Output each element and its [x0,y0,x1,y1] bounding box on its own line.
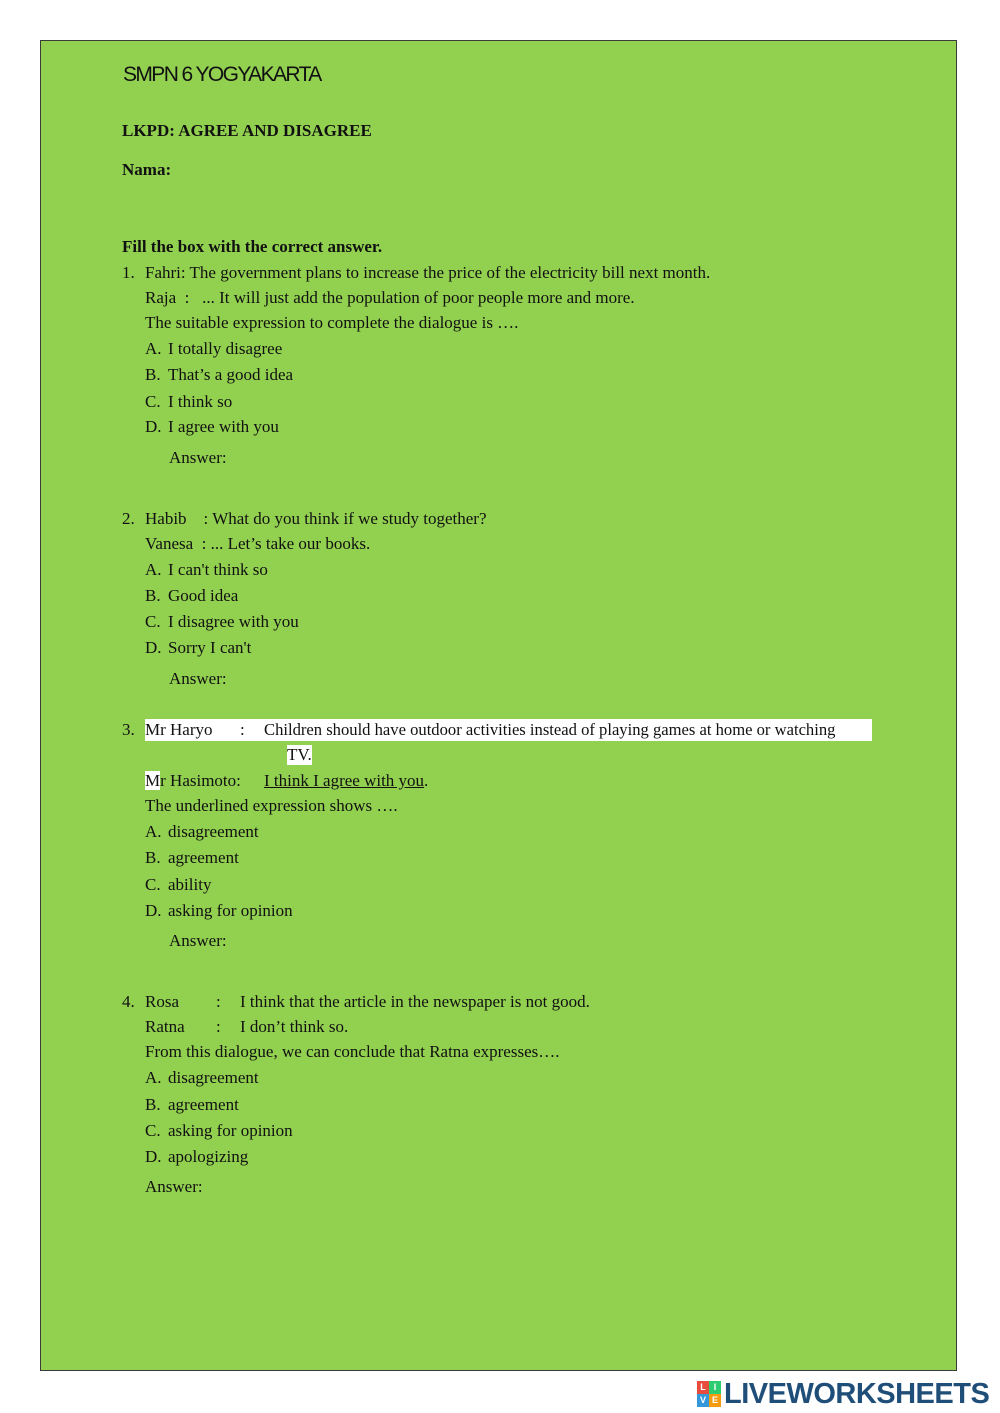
option-a: A. I can't think so [145,560,268,579]
option-b: B. agreement [145,848,239,867]
brand-name: LIVEWORKSHEETS [724,1377,990,1410]
option-a: A. I totally disagree [145,339,283,358]
liveworksheets-logo[interactable] [697,1377,989,1411]
answer-label: Answer: [169,669,227,688]
question-number: 2. [122,509,135,528]
dialogue-line: Habib : What do you think if we study together? [145,509,487,528]
name-label: Nama: [122,160,172,179]
speaker-colon: : [216,992,221,1011]
answer-label: Answer: [169,448,227,467]
speaker-colon: : [216,1017,221,1036]
option-c: C. I think so [145,392,233,411]
question-number: 4. [122,992,135,1011]
question-text: The underlined expression shows …. [145,796,398,815]
option-c: C. ability [145,875,212,894]
answer-input-2[interactable] [236,667,540,693]
option-d: D. apologizing [145,1147,249,1166]
question-text: The suitable expression to complete the dialogue is …. [145,313,519,332]
instruction-text: Fill the box with the correct answer. [122,237,383,256]
dialogue-line: Fahri: The government plans to increase the price of the electricity bill next month. [145,263,711,282]
speaker-name: Mr Haryo [145,720,213,739]
speaker-name: Mr Hasimoto: [145,771,241,790]
speaker-colon: : [240,720,245,739]
speaker-name: Rosa [145,992,179,1011]
option-d: D. I agree with you [145,417,279,436]
option-b: B. That’s a good idea [145,365,294,384]
option-d: D. asking for opinion [145,901,293,920]
dialogue-line-cont: TV. [287,745,312,764]
underlined-expression: I think I agree with you [264,771,425,790]
question-number: 3. [122,720,135,739]
worksheet-title: LKPD: AGREE AND DISAGREE [122,121,372,140]
answer-input-4[interactable] [212,1175,516,1201]
worksheet-page [40,40,957,1371]
option-c: C. asking for opinion [145,1121,293,1140]
dialogue-line: I think I agree with you. [264,771,429,790]
answer-input-3[interactable] [236,929,540,955]
answer-input-1[interactable] [236,446,540,472]
dialogue-line: Raja : ... It will just add the population of poor people more and more. [145,288,635,307]
question-text: From this dialogue, we can conclude that Ratna expresses…. [145,1042,560,1061]
option-a: A. disagreement [145,1068,259,1087]
option-b: B. agreement [145,1095,239,1114]
speaker-name: Ratna [145,1017,185,1036]
dialogue-line: Vanesa : ... Let’s take our books. [145,534,371,553]
option-c: C. I disagree with you [145,612,299,631]
option-b: B. Good idea [145,586,239,605]
dialogue-line: Children should have outdoor activities instead of playing games at home or watching [264,720,836,739]
answer-label: Answer: [145,1177,203,1196]
option-d: D. Sorry I can't [145,638,252,657]
dialogue-line: I don’t think so. [240,1017,349,1036]
answer-label: Answer: [169,931,227,950]
liveworksheets-icon: L I V E [697,1381,721,1407]
dialogue-line: I think that the article in the newspaper is not good. [240,992,590,1011]
option-a: A. disagreement [145,822,259,841]
question-number: 1. [122,263,135,282]
name-input[interactable] [181,158,585,184]
school-name: SMPN 6 YOGYAKARTA [123,63,321,86]
